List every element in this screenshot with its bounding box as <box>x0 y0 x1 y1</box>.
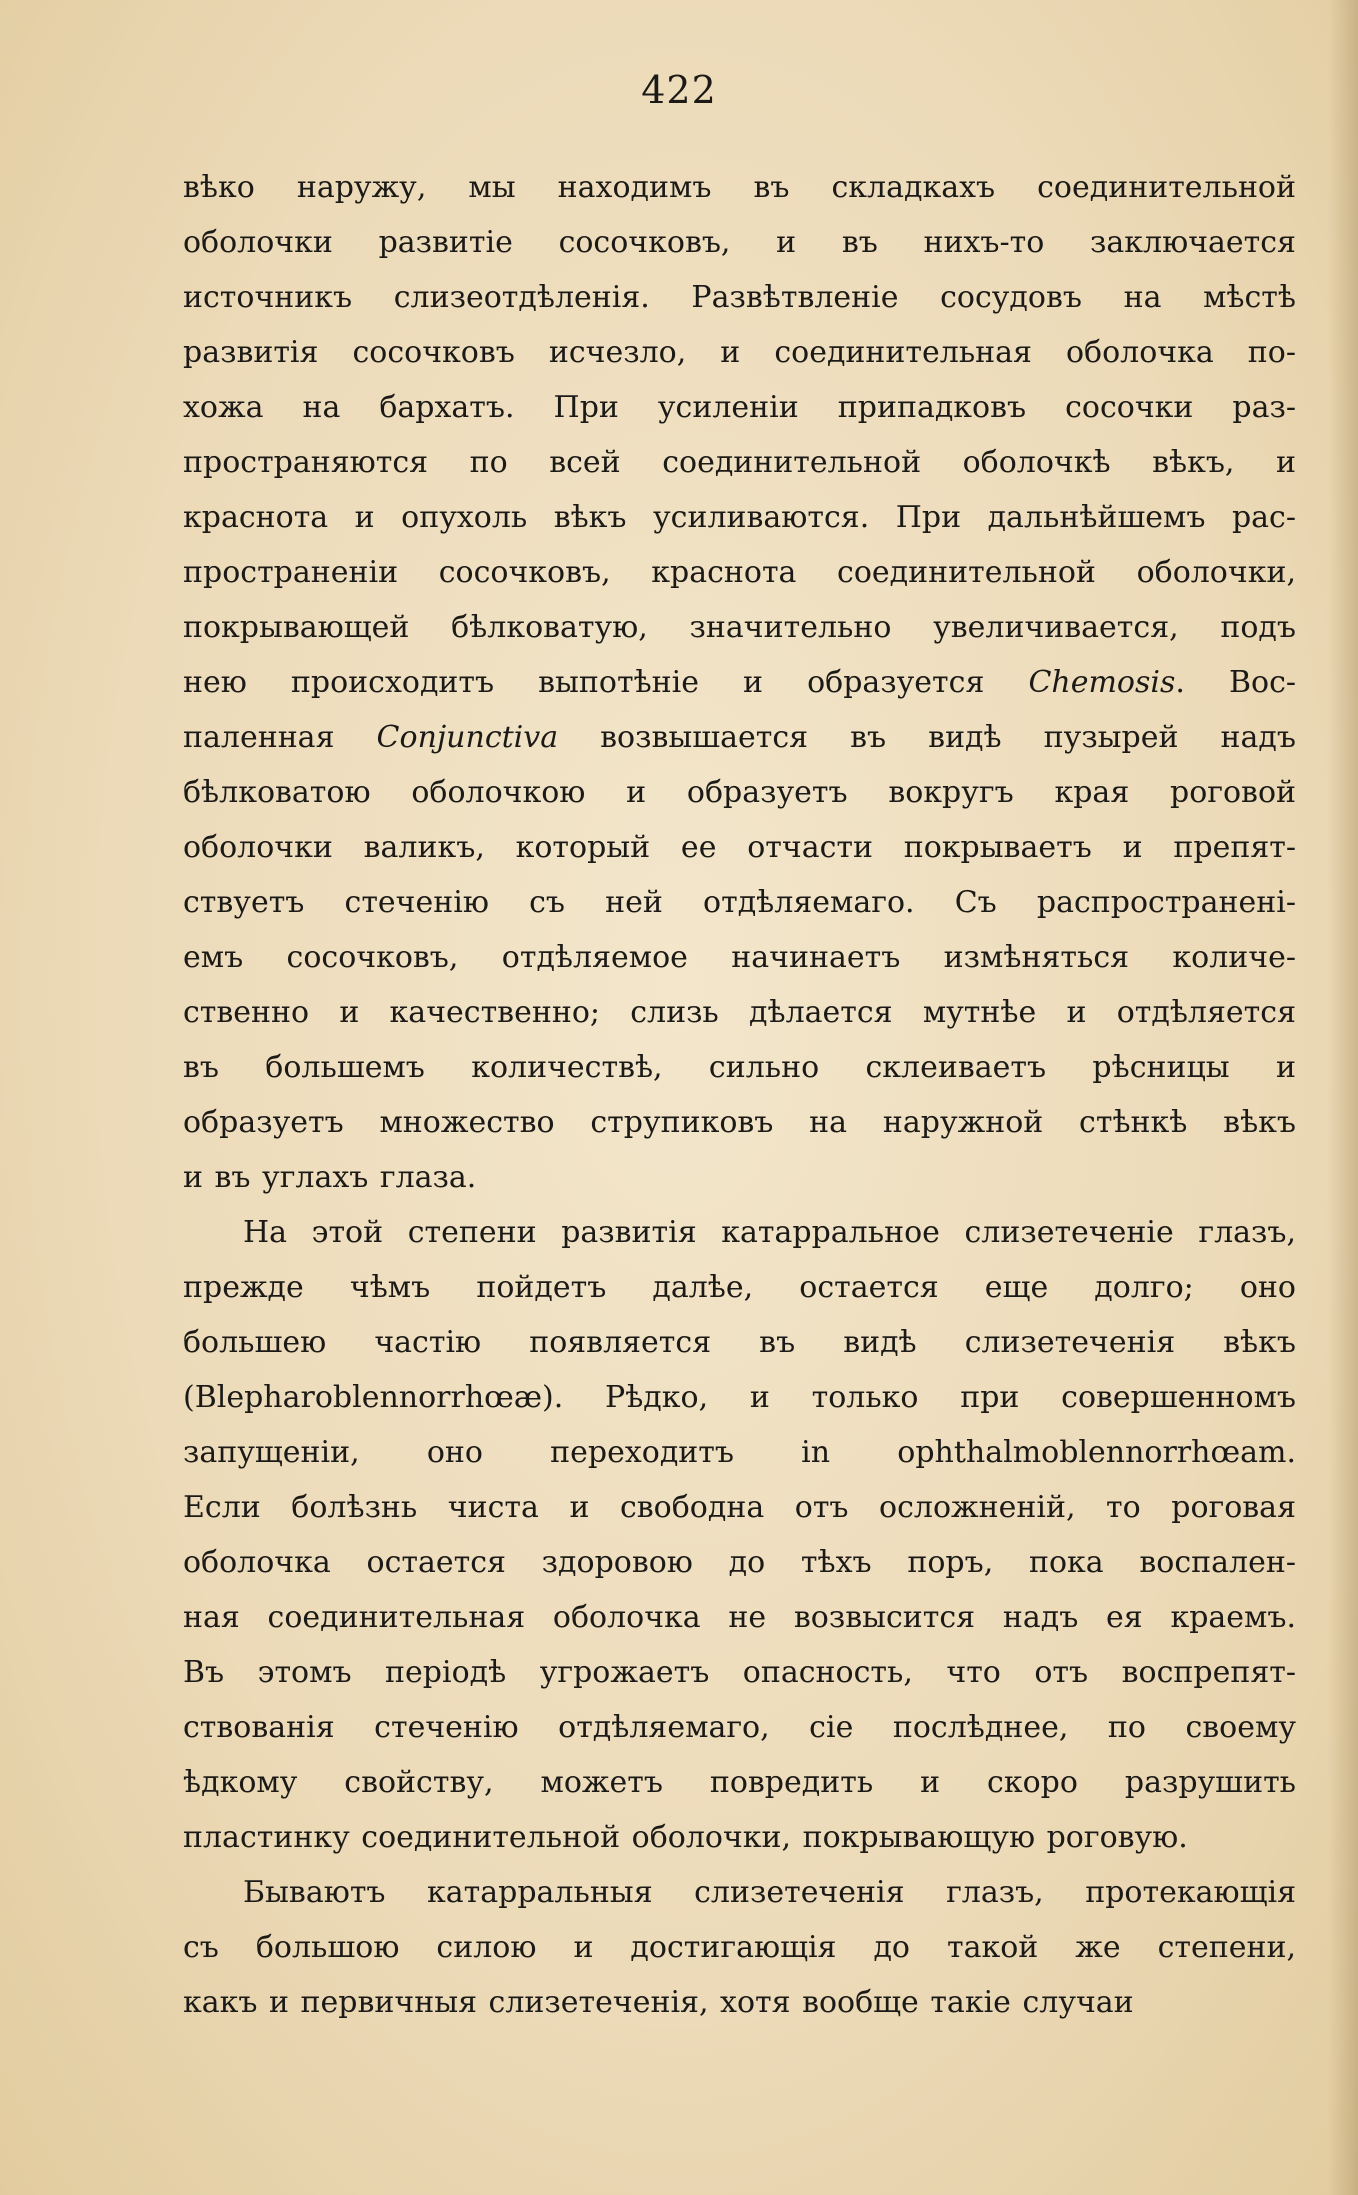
text-line: вѣко наружу, мы находимъ въ складкахъ соединительной <box>183 170 1296 205</box>
text-line: источникъ слизеотдѣленія. Развѣтвленіе сосудовъ на мѣстѣ <box>183 280 1296 315</box>
text-line: бѣлковатою оболочкою и образуетъ вокругъ края роговой <box>183 775 1296 810</box>
text-line: нею происходитъ выпотѣніе и образуется Chemosis. Вос- <box>183 665 1297 700</box>
text-line: ѣдкому свойству, можетъ повредить и скоро разрушить <box>183 1765 1296 1800</box>
text-line: пространяются по всей соединительной оболочкѣ вѣкъ, и <box>183 445 1296 480</box>
paragraph <box>183 160 1296 1205</box>
text-line: въ большемъ количествѣ, сильно склеиваетъ рѣсницы и <box>183 1050 1296 1085</box>
text-line: На этой степени развитія катарральное слизетеченіе глазъ, <box>243 1215 1296 1250</box>
text-line: оболочки валикъ, который ее отчасти покрываетъ и препят- <box>183 830 1296 865</box>
text-line: прежде чѣмъ пойдетъ далѣе, остается еще долго; оно <box>183 1270 1296 1305</box>
text-line: Если болѣзнь чиста и свободна отъ осложненій, то роговая <box>183 1490 1296 1525</box>
text-line: краснота и опухоль вѣкъ усиливаются. При дальнѣйшемъ рас- <box>183 500 1296 535</box>
latin-term: Chemosis <box>1028 665 1176 700</box>
paragraph <box>183 1205 1296 1865</box>
text-line: ственно и качественно; слизь дѣлается мутнѣе и отдѣляется <box>183 995 1296 1030</box>
text-line: пластинку соединительной оболочки, покрывающую роговую. <box>183 1820 1188 1855</box>
text-line: большею частію появляется въ видѣ слизетеченія вѣкъ <box>183 1325 1296 1360</box>
text-line: пространеніи сосочковъ, краснота соединительной оболочки, <box>183 555 1296 590</box>
page-number: 422 <box>641 68 717 112</box>
text-line: (Blepharoblennorrhœæ). Рѣдко, и только при совершенномъ <box>183 1380 1296 1415</box>
text-line: паленная Conjunctiva возвышается въ видѣ пузырей надъ <box>183 720 1296 755</box>
text-line: оболочки развитіе сосочковъ, и въ нихъ-то заключается <box>183 225 1296 260</box>
text-line: ствуетъ стеченію съ ней отдѣляемаго. Съ распространені- <box>183 885 1296 920</box>
text-line: Бываютъ катарральныя слизетеченія глазъ, протекающія <box>243 1875 1296 1910</box>
text-line: запущеніи, оно переходитъ in ophthalmoblennorrhœam. <box>183 1435 1296 1470</box>
text-line: покрывающей бѣлковатую, значительно увеличивается, подъ <box>183 610 1296 645</box>
latin-term: Conjunctiva <box>376 720 559 755</box>
text-line: ная соединительная оболочка не возвысится надъ ея краемъ. <box>183 1600 1296 1635</box>
page-edge-shadow <box>1328 0 1358 2195</box>
text-line: Въ этомъ періодѣ угрожаетъ опасность, что отъ воспрепят- <box>183 1655 1296 1690</box>
text-line: оболочка остается здоровою до тѣхъ поръ, пока воспален- <box>183 1545 1296 1580</box>
text-line: какъ и первичныя слизетеченія, хотя вообще такіе случаи <box>183 1985 1134 2020</box>
paragraph <box>183 1865 1296 2030</box>
text-line: ствованія стеченію отдѣляемаго, сіе послѣднее, по своему <box>183 1710 1296 1745</box>
body-text <box>183 160 1296 2030</box>
text-line: и въ углахъ глаза. <box>183 1160 477 1195</box>
text-line: съ большою силою и достигающія до такой же степени, <box>183 1930 1296 1965</box>
text-line: емъ сосочковъ, отдѣляемое начинаетъ измѣняться количе- <box>183 940 1296 975</box>
text-line: хожа на бархатъ. При усиленіи припадковъ сосочки раз- <box>183 390 1296 425</box>
text-line: образуетъ множество струпиковъ на наружной стѣнкѣ вѣкъ <box>183 1105 1296 1140</box>
text-line: развитія сосочковъ исчезло, и соединительная оболочка по- <box>183 335 1296 370</box>
